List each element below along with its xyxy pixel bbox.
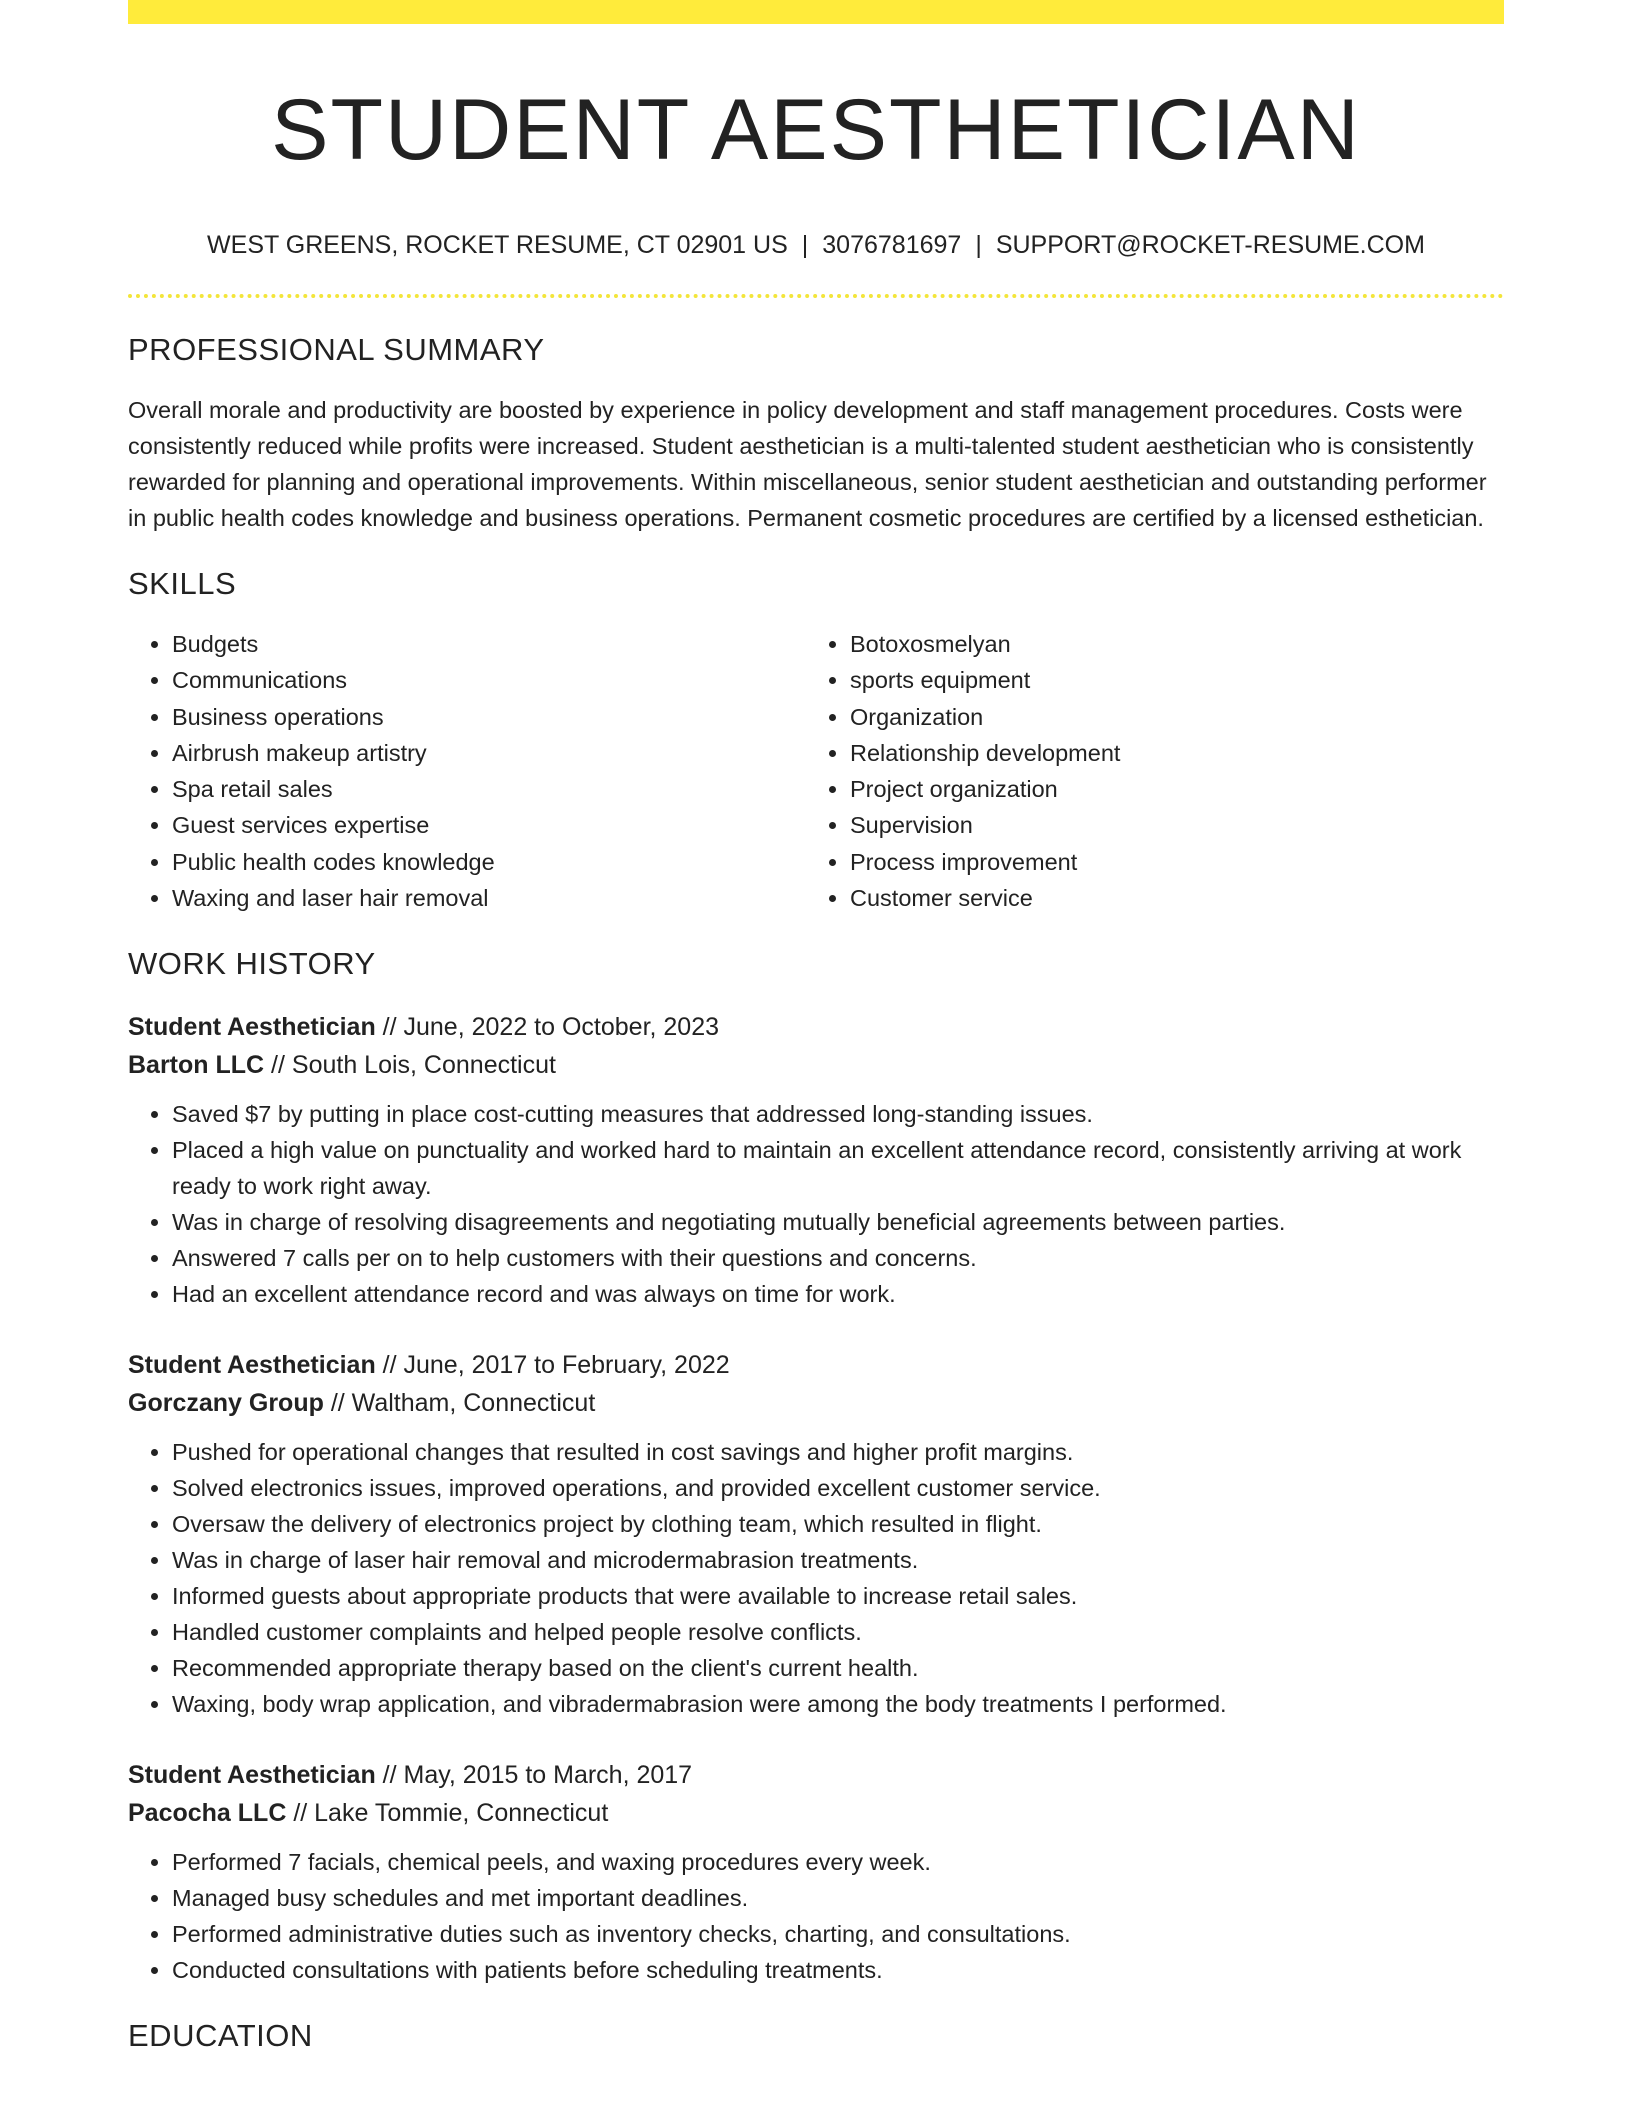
job-location: // Waltham, Connecticut [323,1389,596,1418]
skill-item: • Customer service [850,880,1484,916]
job-bullet: • Solved electronics issues, improved operations, and provided excellent customer service. [172,1470,1504,1506]
job-role: Student Aesthetician [128,1351,376,1380]
resume-content [128,0,1504,2054]
job-bullet: • Managed busy schedules and met important deadlines. [172,1880,1504,1916]
job-dates: // June, 2017 to February, 2022 [375,1351,730,1380]
skills-heading: SKILLS [128,566,237,601]
contact-email: SUPPORT@ROCKET-RESUME.COM [995,231,1425,259]
contact-phone: 3076781697 [822,231,962,259]
job-title-line [128,1346,1504,1384]
skill-item: • Organization [850,699,1484,735]
skill-item: • Airbrush makeup artistry [172,735,806,771]
candidate-name: STUDENT AESTHETICIAN [271,82,1361,178]
job-entry [128,1756,1504,1988]
job-bullet: • Answered 7 calls per on to help customers with their questions and concerns. [172,1240,1504,1276]
job-title-line [128,1756,1504,1794]
job-company-line [128,1384,1504,1422]
job-bullet: • Was in charge of laser hair removal and microdermabrasion treatments. [172,1542,1504,1578]
job-bullet: • Recommended appropriate therapy based on the client's current health. [172,1650,1504,1686]
skill-item: • Guest services expertise [172,807,806,843]
job-title-line [128,1008,1504,1046]
job-bullet: • Had an excellent attendance record and was always on time for work. [172,1276,1504,1312]
skill-item: • Spa retail sales [172,771,806,807]
job-bullet: • Conducted consultations with patients before scheduling treatments. [172,1952,1504,1988]
skill-item: • Public health codes knowledge [172,844,806,880]
job-company-line [128,1794,1504,1832]
contact-address: WEST GREENS, ROCKET RESUME, CT 02901 US [207,231,788,259]
job-bullet: • Performed administrative duties such as inventory checks, charting, and consultations. [172,1916,1504,1952]
skill-item: • Supervision [850,807,1484,843]
skill-item: • Process improvement [850,844,1484,880]
job-company: Pacocha LLC [128,1799,287,1828]
skills-column-2 [806,626,1484,916]
work-history-heading: WORK HISTORY [128,946,376,982]
contact-line [128,230,1504,260]
job-bullet: • Saved $7 by putting in place cost-cutting measures that addressed long-standing issues. [172,1096,1504,1132]
job-company: Gorczany Group [128,1389,324,1418]
job-bullets [128,1844,1504,1988]
summary-text: Overall morale and productivity are boosted by experience in policy development and staff management procedures. Costs were consistently reduced while profits were increased. Student aesthetician is a multi-talented student aesthetician who is consistently rewarded for planning and operational improvements. Within miscellaneous, senior student aesthetician and outstanding performer in public health codes knowledge and business operations. Permanent cosmetic procedures are certified by a licensed esthetician. [128,397,1487,531]
summary-heading: PROFESSIONAL SUMMARY [128,332,545,367]
skill-item: • Communications [172,662,806,698]
job-bullet: • Was in charge of resolving disagreements and negotiating mutually beneficial agreements between parties. [172,1204,1504,1240]
skill-item: • Budgets [172,626,806,662]
job-bullet: • Performed 7 facials, chemical peels, and waxing procedures every week. [172,1844,1504,1880]
job-company: Barton LLC [128,1051,265,1080]
job-bullets [128,1096,1504,1312]
job-company-line [128,1046,1504,1084]
skill-item: • sports equipment [850,662,1484,698]
education-heading: EDUCATION [128,2018,313,2054]
contact-separator: | [975,231,982,259]
skills-list [128,626,1504,916]
job-bullets [128,1434,1504,1722]
job-bullet: • Pushed for operational changes that resulted in cost savings and higher profit margins. [172,1434,1504,1470]
skill-item: • Project organization [850,771,1484,807]
skill-item: • Waxing and laser hair removal [172,880,806,916]
job-dates: // May, 2015 to March, 2017 [375,1761,693,1790]
job-bullet: • Placed a high value on punctuality and worked hard to maintain an excellent attendance record, consistently arriving at work ready to work right away. [172,1132,1504,1204]
job-role: Student Aesthetician [128,1013,376,1042]
job-location: // Lake Tommie, Connecticut [286,1799,609,1828]
job-dates: // June, 2022 to October, 2023 [375,1013,720,1042]
skills-column-1 [128,626,806,916]
job-bullet: • Waxing, body wrap application, and vibradermabrasion were among the body treatments I performed. [172,1686,1504,1722]
header-divider [128,294,1504,298]
job-entry [128,1346,1504,1722]
job-role: Student Aesthetician [128,1761,376,1790]
skill-item: • Business operations [172,699,806,735]
job-location: // South Lois, Connecticut [264,1051,556,1080]
job-bullet: • Informed guests about appropriate products that were available to increase retail sales. [172,1578,1504,1614]
skill-item: • Botoxosmelyan [850,626,1484,662]
contact-separator: | [801,231,809,259]
job-entry [128,1008,1504,1312]
skill-item: • Relationship development [850,735,1484,771]
job-bullet: • Handled customer complaints and helped people resolve conflicts. [172,1614,1504,1650]
job-bullet: • Oversaw the delivery of electronics project by clothing team, which resulted in flight. [172,1506,1504,1542]
